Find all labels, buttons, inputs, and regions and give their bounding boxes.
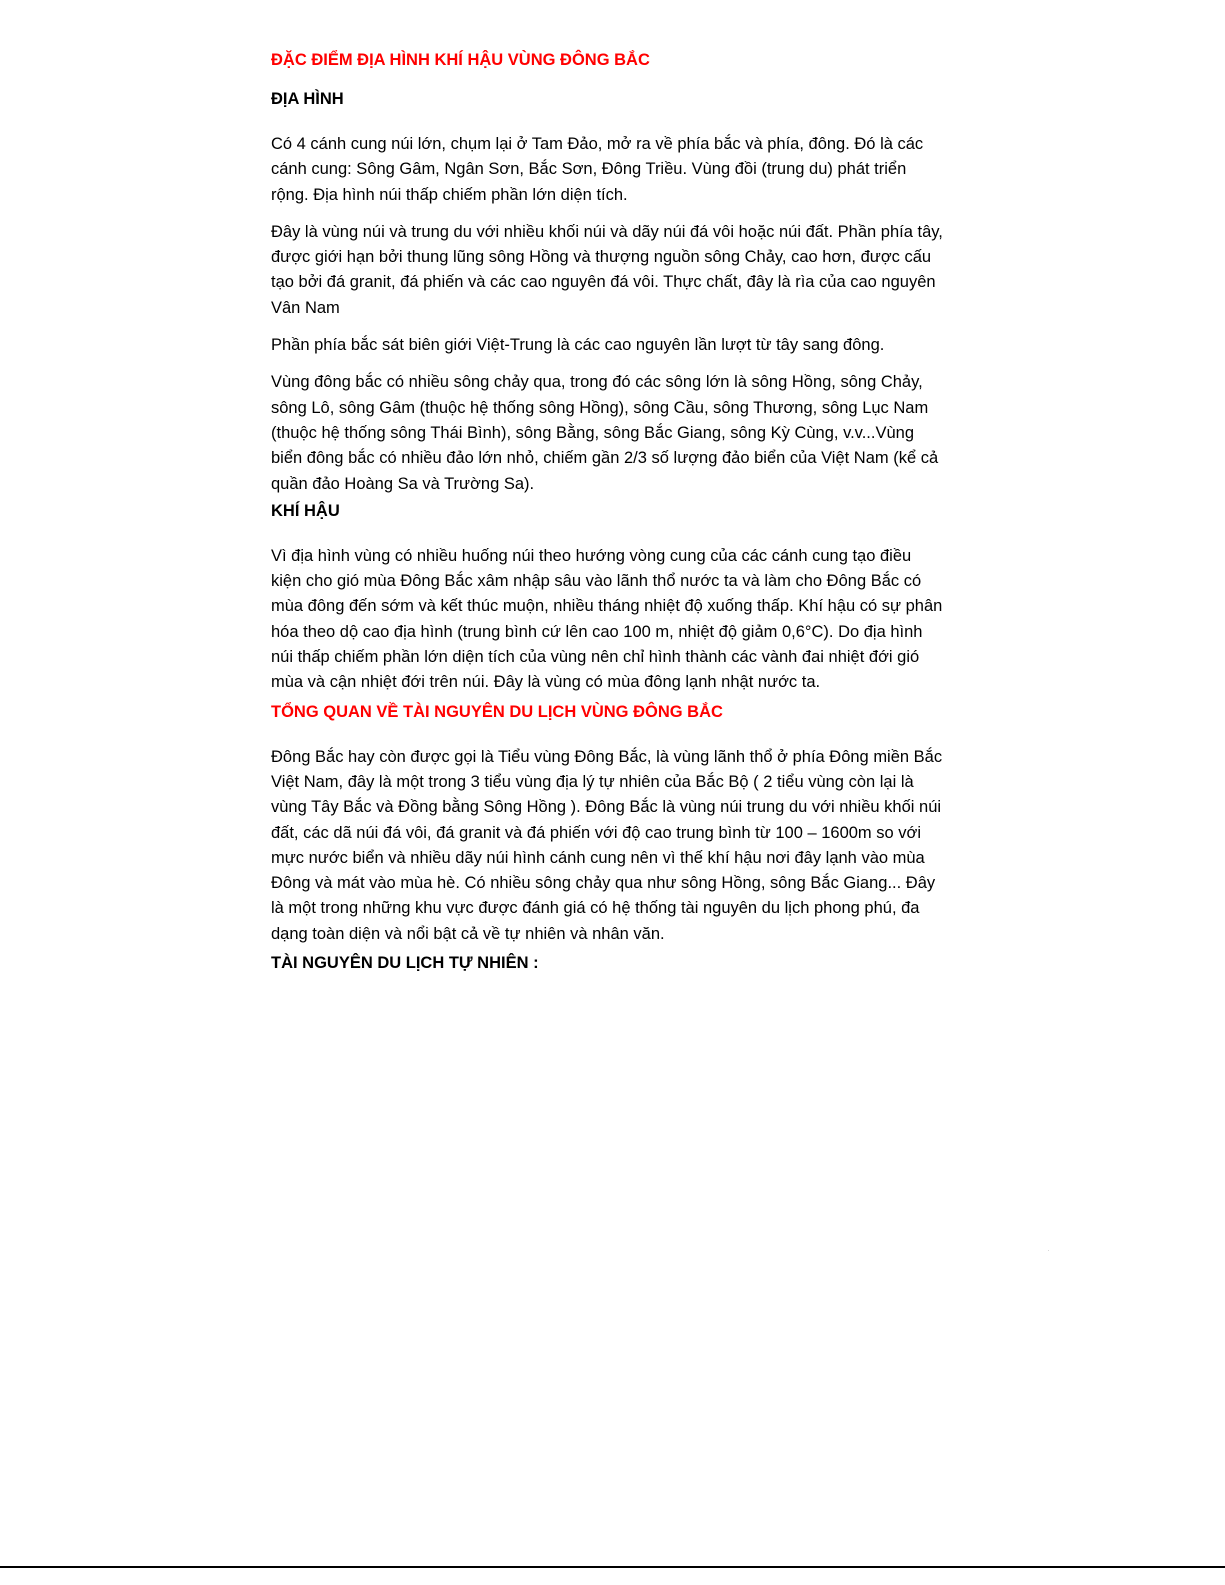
climate-paragraph: Vì địa hình vùng có nhiều huống núi theo hướng vòng cung của các cánh cung tạo điều kiện cho gió mùa Đông Bắc xâm nhập sâu vào lãnh thổ nước ta và làm cho Đông Bắc có mùa đông đến sớm và kết thúc muộn, nhiều tháng nhiệt độ xuống thấp. Khí hậu có sự phân hóa theo dộ cao địa hình (trung bình cứ lên cao 100 m, nhiệt độ giảm 0,6°C). Do địa hình núi thấp chiếm phần lớn diện tích của vùng nên chỉ hình thành các vành đai nhiệt đới gió mùa và cận nhiệt đới trên núi. Đây là vùng có mùa đông lạnh nhật nước ta. <box>271 546 943 692</box>
overview-paragraph: Đông Bắc hay còn được gọi là Tiểu vùng Đông Bắc, là vùng lãnh thổ ở phía Đông miền Bắc Việt Nam, đây là một trong 3 tiểu vùng địa lý tự nhiên của Bắc Bộ ( 2 tiểu vùng còn lại là vùng Tây Bắc và Đồng bằng Sông Hồng ). Đông Bắc là vùng núi trung du với nhiều khối núi đất, các dã núi đá vôi, đá granit và đá phiến với độ cao trung bình từ 100 – 1600m so với mực nước biển và nhiều dãy núi hình cánh cung nên vì thế khí hậu nơi đây lạnh vào mùa Đông và mát vào mùa hè. Có nhiều sông chảy qua như sông Hồng, sông Bắc Giang... Đây là một trong những khu vực được đánh giá có hệ thống tài nguyên du lịch phong phú, đa dạng toàn diện và nổi bật cả về tự nhiên và nhân văn. <box>271 747 943 943</box>
document-content <box>271 48 946 976</box>
page-bottom-rule <box>0 1566 1225 1568</box>
heading-climate: KHÍ HẬU <box>271 501 340 520</box>
terrain-paragraph-2: Đây là vùng núi và trung du với nhiều khối núi và dãy núi đá vôi hoặc núi đất. Phần phía tây, được giới hạn bởi thung lũng sông Hồng và thượng nguồn sông Chảy, cao hơn, được cấu tạo bởi đá granit, đá phiến và các cao nguyên đá vôi. Thực chất, đây là rìa của cao nguyên Vân Nam <box>271 222 943 317</box>
document-title: ĐẶC ĐIỂM ĐỊA HÌNH KHÍ HẬU VÙNG ĐÔNG BẮC <box>271 51 650 69</box>
scan-speck <box>1048 1250 1049 1251</box>
heading-tourism-overview: TỔNG QUAN VỀ TÀI NGUYÊN DU LỊCH VÙNG ĐÔNG BẮC <box>271 702 723 721</box>
terrain-paragraph-3: Phần phía bắc sát biên giới Việt-Trung là các cao nguyên lần lượt từ tây sang đông. <box>271 336 885 355</box>
terrain-paragraph-1: Có 4 cánh cung núi lớn, chụm lại ở Tam Đảo, mở ra về phía bắc và phía, đông. Đó là các cánh cung: Sông Gâm, Ngân Sơn, Bắc Sơn, Đông Triều. Vùng đồi (trung du) phát triển rộng. Địa hình núi thấp chiếm phần lớn diện tích. <box>271 135 924 204</box>
terrain-paragraph-4: Vùng đông bắc có nhiều sông chảy qua, trong đó các sông lớn là sông Hồng, sông Chảy, sông Lô, sông Gâm (thuộc hệ thống sông Hồng), sông Cầu, sông Thương, sông Lục Nam (thuộc hệ thống sông Thái Bình), sông Bằng, sông Bắc Giang, sông Kỳ Cùng, v.v...Vùng biển đông bắc có nhiều đảo lớn nhỏ, chiếm gần 2/3 số lượng đảo biển của Việt Nam (kể cả quần đảo Hoàng Sa và Trường Sa). <box>271 373 939 493</box>
heading-terrain: ĐỊA HÌNH <box>271 90 344 108</box>
heading-natural-tourism: TÀI NGUYÊN DU LỊCH TỰ NHIÊN : <box>271 954 539 973</box>
